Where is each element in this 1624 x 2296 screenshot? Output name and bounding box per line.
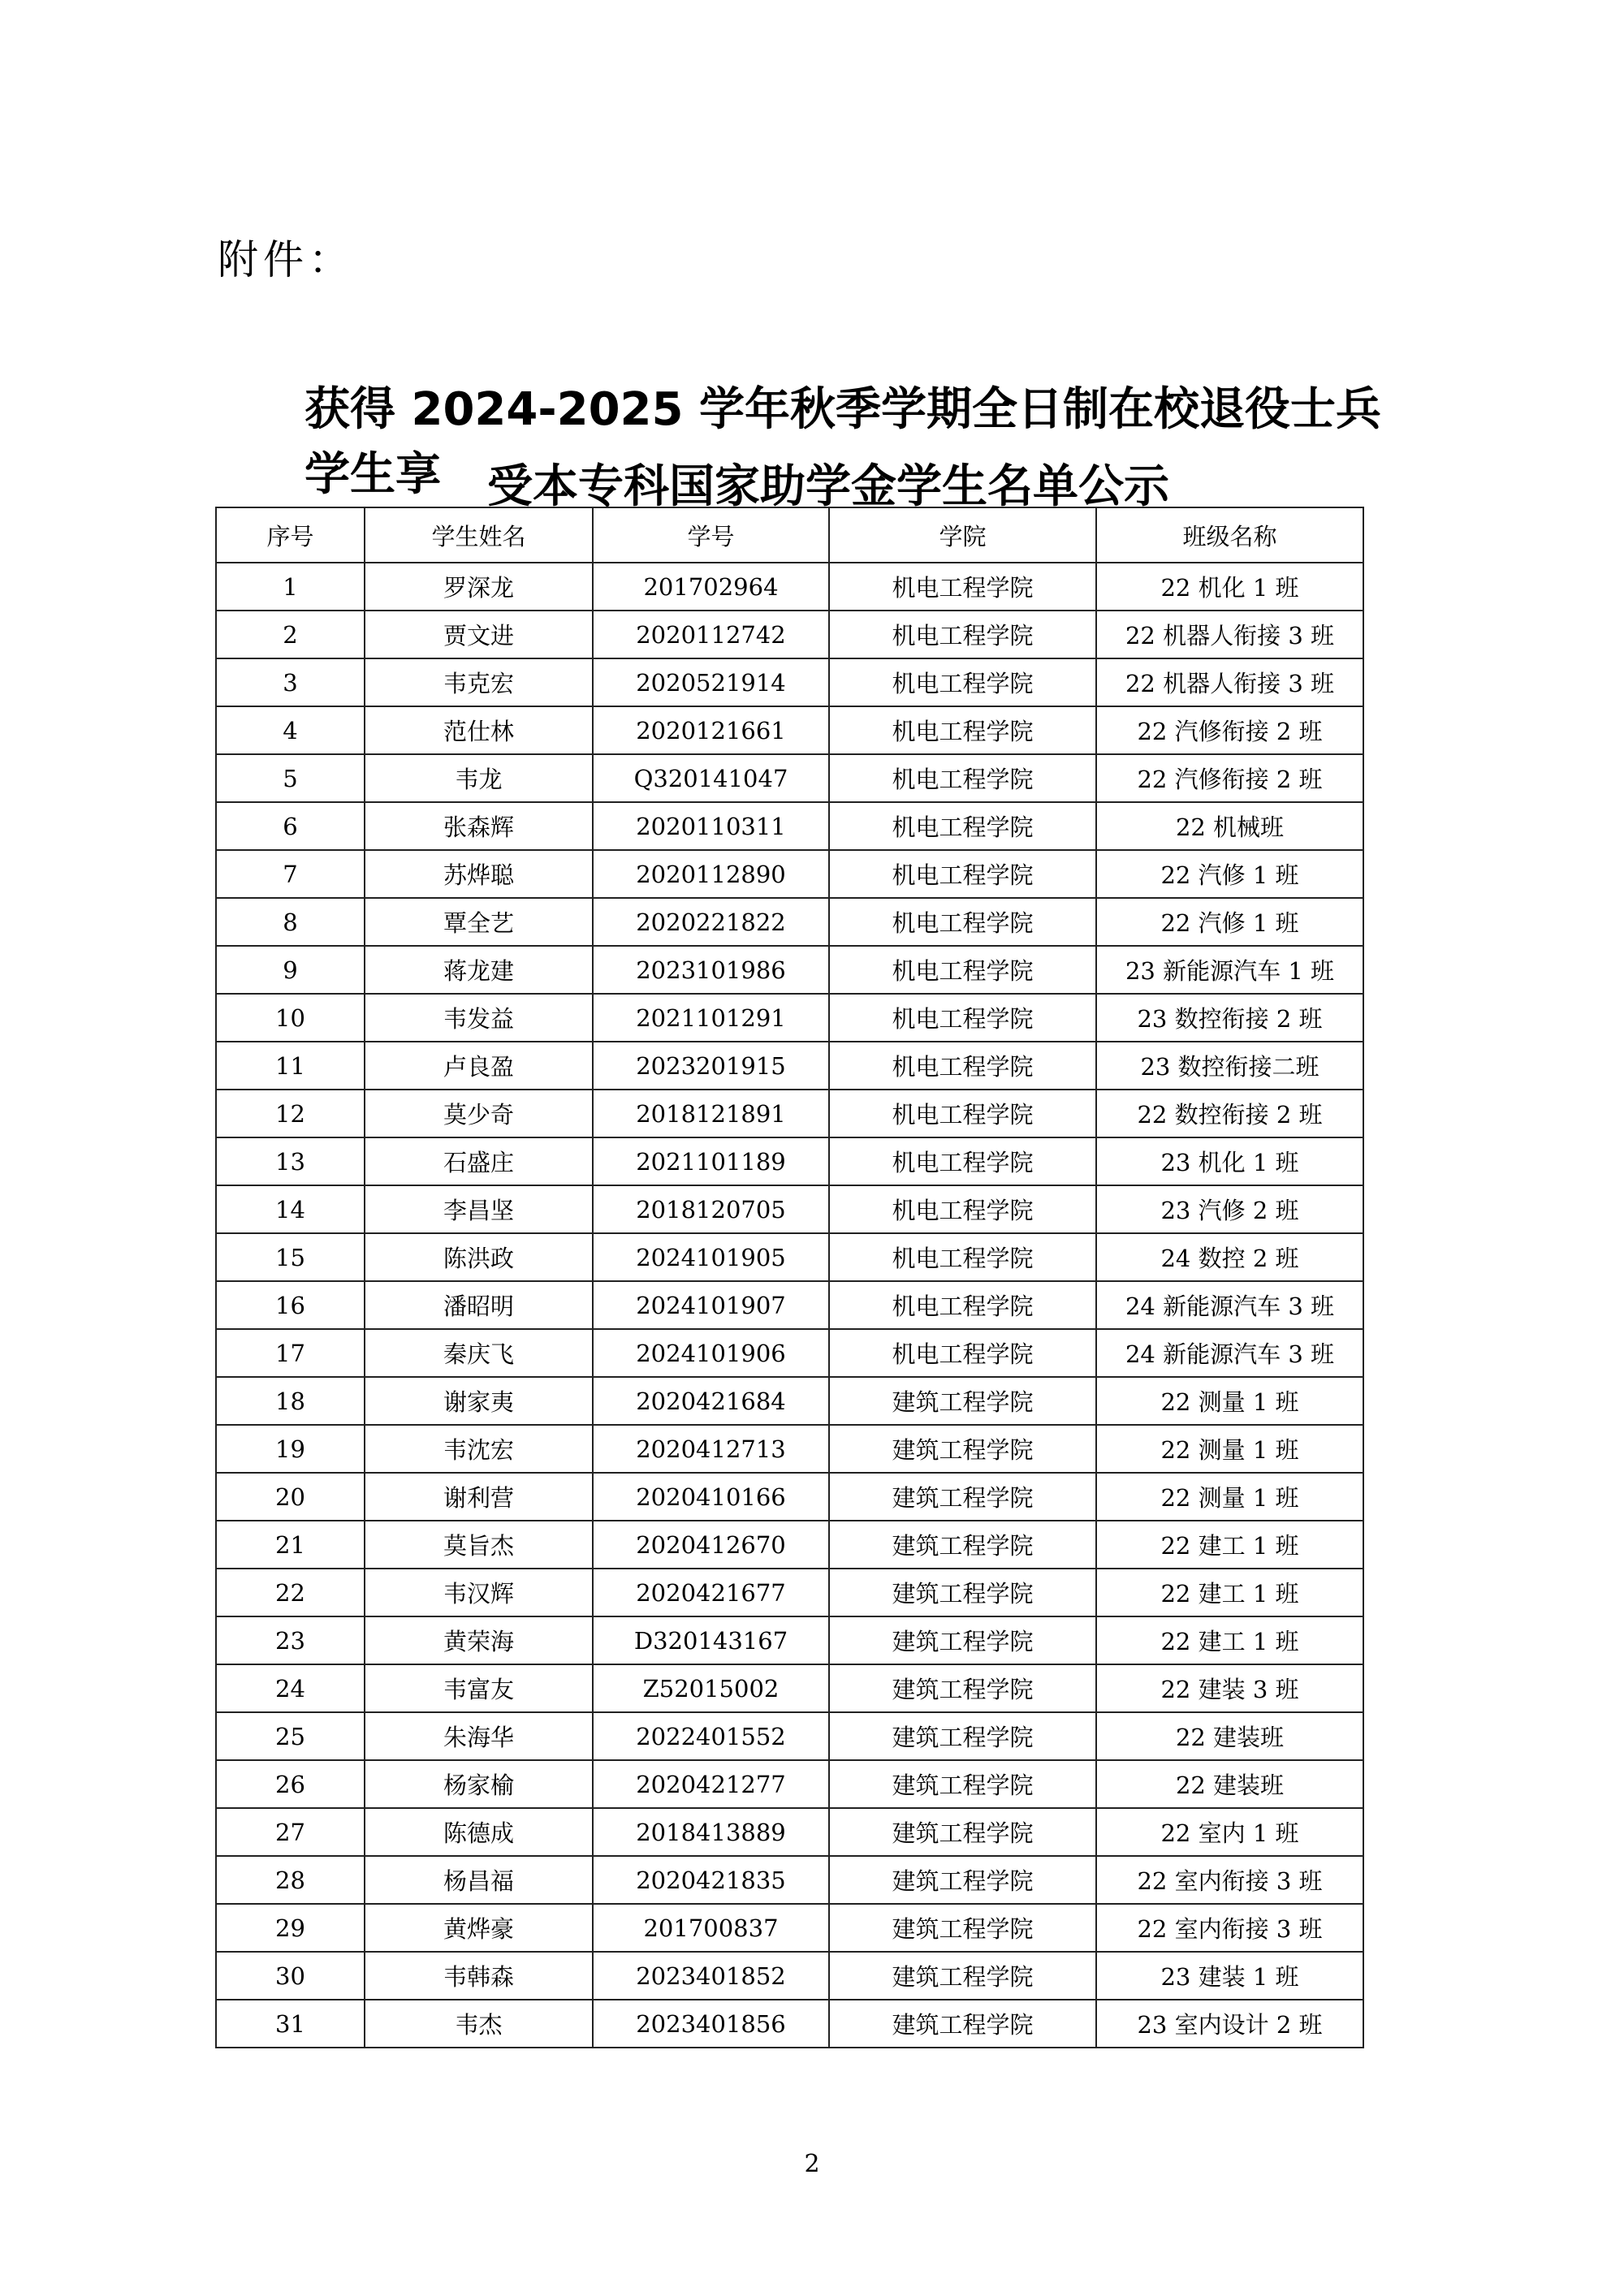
cell-name: 杨家榆 xyxy=(365,1760,593,1808)
cell-class: 23 室内设计 2 班 xyxy=(1096,2000,1363,2048)
cell-class: 22 测量 1 班 xyxy=(1096,1377,1363,1425)
cell-class: 23 新能源汽车 1 班 xyxy=(1096,946,1363,994)
table-row xyxy=(216,1808,1363,1856)
cell-college: 建筑工程学院 xyxy=(829,1760,1096,1808)
cell-class: 22 测量 1 班 xyxy=(1096,1473,1363,1521)
cell-index: 30 xyxy=(216,1952,365,2000)
cell-index: 21 xyxy=(216,1521,365,1569)
cell-index: 24 xyxy=(216,1664,365,1712)
table-row xyxy=(216,1425,1363,1473)
table-row xyxy=(216,1473,1363,1521)
cell-class: 23 数控衔接二班 xyxy=(1096,1042,1363,1090)
table-row xyxy=(216,754,1363,802)
cell-college: 机电工程学院 xyxy=(829,1281,1096,1329)
cell-name: 杨昌福 xyxy=(365,1856,593,1904)
table-row xyxy=(216,1233,1363,1281)
cell-class: 22 机化 1 班 xyxy=(1096,563,1363,611)
cell-name: 贾文进 xyxy=(365,611,593,658)
cell-college: 机电工程学院 xyxy=(829,994,1096,1042)
table-row xyxy=(216,611,1363,658)
cell-class: 22 汽修 1 班 xyxy=(1096,850,1363,898)
cell-index: 18 xyxy=(216,1377,365,1425)
cell-index: 10 xyxy=(216,994,365,1042)
cell-name: 苏烨聪 xyxy=(365,850,593,898)
table-row xyxy=(216,658,1363,706)
cell-college: 机电工程学院 xyxy=(829,898,1096,946)
cell-student-id: 2020221822 xyxy=(593,898,829,946)
cell-college: 机电工程学院 xyxy=(829,946,1096,994)
cell-index: 25 xyxy=(216,1712,365,1760)
cell-name: 卢良盈 xyxy=(365,1042,593,1090)
table-row xyxy=(216,1377,1363,1425)
cell-student-id: 201702964 xyxy=(593,563,829,611)
cell-index: 22 xyxy=(216,1569,365,1616)
cell-student-id: Q320141047 xyxy=(593,754,829,802)
cell-name: 李昌坚 xyxy=(365,1185,593,1233)
cell-name: 莫旨杰 xyxy=(365,1521,593,1569)
cell-name: 范仕林 xyxy=(365,706,593,754)
cell-class: 22 汽修 1 班 xyxy=(1096,898,1363,946)
cell-student-id: 2021101189 xyxy=(593,1137,829,1185)
cell-student-id: 2021101291 xyxy=(593,994,829,1042)
cell-name: 韦克宏 xyxy=(365,658,593,706)
header-index: 序号 xyxy=(216,507,365,563)
cell-college: 机电工程学院 xyxy=(829,658,1096,706)
cell-student-id: 2020421684 xyxy=(593,1377,829,1425)
cell-class: 22 测量 1 班 xyxy=(1096,1425,1363,1473)
cell-college: 机电工程学院 xyxy=(829,611,1096,658)
cell-name: 陈德成 xyxy=(365,1808,593,1856)
cell-name: 朱海华 xyxy=(365,1712,593,1760)
cell-index: 13 xyxy=(216,1137,365,1185)
cell-index: 9 xyxy=(216,946,365,994)
table-row xyxy=(216,563,1363,611)
cell-student-id: 2018120705 xyxy=(593,1185,829,1233)
cell-class: 22 机器人衔接 3 班 xyxy=(1096,611,1363,658)
cell-student-id: D320143167 xyxy=(593,1616,829,1664)
student-list-table xyxy=(215,507,1364,2048)
cell-college: 机电工程学院 xyxy=(829,1185,1096,1233)
table-row xyxy=(216,1521,1363,1569)
cell-class: 22 建装班 xyxy=(1096,1712,1363,1760)
cell-class: 22 建装班 xyxy=(1096,1760,1363,1808)
cell-college: 机电工程学院 xyxy=(829,563,1096,611)
cell-name: 覃全艺 xyxy=(365,898,593,946)
cell-college: 建筑工程学院 xyxy=(829,2000,1096,2048)
cell-class: 22 室内衔接 3 班 xyxy=(1096,1856,1363,1904)
cell-name: 韦发益 xyxy=(365,994,593,1042)
cell-college: 机电工程学院 xyxy=(829,1329,1096,1377)
cell-name: 罗深龙 xyxy=(365,563,593,611)
cell-student-id: 2020421835 xyxy=(593,1856,829,1904)
cell-student-id: 2018413889 xyxy=(593,1808,829,1856)
table-header-row xyxy=(216,507,1363,563)
cell-student-id: 2020410166 xyxy=(593,1473,829,1521)
cell-college: 建筑工程学院 xyxy=(829,1712,1096,1760)
cell-index: 28 xyxy=(216,1856,365,1904)
cell-college: 建筑工程学院 xyxy=(829,1569,1096,1616)
cell-class: 22 建工 1 班 xyxy=(1096,1521,1363,1569)
table-row xyxy=(216,1329,1363,1377)
cell-index: 5 xyxy=(216,754,365,802)
cell-name: 韦杰 xyxy=(365,2000,593,2048)
header-name: 学生姓名 xyxy=(365,507,593,563)
table-row xyxy=(216,850,1363,898)
cell-college: 建筑工程学院 xyxy=(829,1904,1096,1952)
cell-student-id: 2023101986 xyxy=(593,946,829,994)
table-row xyxy=(216,898,1363,946)
cell-student-id: 2020521914 xyxy=(593,658,829,706)
cell-college: 建筑工程学院 xyxy=(829,1616,1096,1664)
cell-index: 7 xyxy=(216,850,365,898)
cell-student-id: 2023201915 xyxy=(593,1042,829,1090)
cell-name: 韦汉辉 xyxy=(365,1569,593,1616)
cell-name: 石盛庄 xyxy=(365,1137,593,1185)
table-row xyxy=(216,2000,1363,2048)
table-row xyxy=(216,1760,1363,1808)
cell-college: 机电工程学院 xyxy=(829,850,1096,898)
cell-student-id: 201700837 xyxy=(593,1904,829,1952)
table-row xyxy=(216,1616,1363,1664)
cell-student-id: 2023401856 xyxy=(593,2000,829,2048)
cell-college: 机电工程学院 xyxy=(829,1137,1096,1185)
cell-class: 23 数控衔接 2 班 xyxy=(1096,994,1363,1042)
cell-student-id: 2020421677 xyxy=(593,1569,829,1616)
cell-class: 22 汽修衔接 2 班 xyxy=(1096,706,1363,754)
cell-index: 6 xyxy=(216,802,365,850)
table-row xyxy=(216,1664,1363,1712)
cell-index: 31 xyxy=(216,2000,365,2048)
cell-college: 建筑工程学院 xyxy=(829,1856,1096,1904)
cell-class: 22 机械班 xyxy=(1096,802,1363,850)
cell-college: 机电工程学院 xyxy=(829,754,1096,802)
cell-class: 22 建工 1 班 xyxy=(1096,1616,1363,1664)
table-row xyxy=(216,1185,1363,1233)
cell-class: 24 新能源汽车 3 班 xyxy=(1096,1281,1363,1329)
cell-name: 张森辉 xyxy=(365,802,593,850)
cell-class: 22 建工 1 班 xyxy=(1096,1569,1363,1616)
cell-name: 蒋龙建 xyxy=(365,946,593,994)
table-row xyxy=(216,1090,1363,1137)
cell-student-id: 2020121661 xyxy=(593,706,829,754)
cell-index: 14 xyxy=(216,1185,365,1233)
cell-student-id: Z52015002 xyxy=(593,1664,829,1712)
cell-name: 谢利营 xyxy=(365,1473,593,1521)
cell-class: 22 建装 3 班 xyxy=(1096,1664,1363,1712)
cell-college: 建筑工程学院 xyxy=(829,1952,1096,2000)
cell-college: 建筑工程学院 xyxy=(829,1425,1096,1473)
table-row xyxy=(216,1042,1363,1090)
table-row xyxy=(216,1137,1363,1185)
cell-name: 韦龙 xyxy=(365,754,593,802)
cell-name: 黄荣海 xyxy=(365,1616,593,1664)
cell-college: 机电工程学院 xyxy=(829,802,1096,850)
cell-index: 19 xyxy=(216,1425,365,1473)
table-row xyxy=(216,706,1363,754)
cell-student-id: 2024101907 xyxy=(593,1281,829,1329)
header-class: 班级名称 xyxy=(1096,507,1363,563)
cell-index: 3 xyxy=(216,658,365,706)
cell-name: 韦韩森 xyxy=(365,1952,593,2000)
cell-college: 建筑工程学院 xyxy=(829,1664,1096,1712)
cell-student-id: 2020412670 xyxy=(593,1521,829,1569)
cell-student-id: 2023401852 xyxy=(593,1952,829,2000)
page-title-line-1: 获得 2024-2025 学年秋季学期全日制在校退役士兵学生享 xyxy=(304,383,1381,501)
cell-index: 29 xyxy=(216,1904,365,1952)
cell-index: 1 xyxy=(216,563,365,611)
cell-student-id: 2020112742 xyxy=(593,611,829,658)
cell-class: 22 室内衔接 3 班 xyxy=(1096,1904,1363,1952)
cell-name: 韦富友 xyxy=(365,1664,593,1712)
cell-class: 22 数控衔接 2 班 xyxy=(1096,1090,1363,1137)
cell-student-id: 2022401552 xyxy=(593,1712,829,1760)
cell-index: 12 xyxy=(216,1090,365,1137)
cell-college: 机电工程学院 xyxy=(829,1090,1096,1137)
cell-index: 27 xyxy=(216,1808,365,1856)
cell-index: 2 xyxy=(216,611,365,658)
cell-college: 建筑工程学院 xyxy=(829,1808,1096,1856)
cell-class: 24 数控 2 班 xyxy=(1096,1233,1363,1281)
header-college: 学院 xyxy=(829,507,1096,563)
cell-name: 韦沈宏 xyxy=(365,1425,593,1473)
cell-name: 谢家夷 xyxy=(365,1377,593,1425)
cell-college: 建筑工程学院 xyxy=(829,1521,1096,1569)
table-row xyxy=(216,1712,1363,1760)
cell-name: 潘昭明 xyxy=(365,1281,593,1329)
cell-student-id: 2020112890 xyxy=(593,850,829,898)
cell-class: 24 新能源汽车 3 班 xyxy=(1096,1329,1363,1377)
cell-student-id: 2020421277 xyxy=(593,1760,829,1808)
cell-college: 建筑工程学院 xyxy=(829,1473,1096,1521)
cell-college: 建筑工程学院 xyxy=(829,1377,1096,1425)
page-number: 2 xyxy=(804,2150,820,2178)
table-row xyxy=(216,1904,1363,1952)
table-row xyxy=(216,1569,1363,1616)
table-row xyxy=(216,1281,1363,1329)
cell-index: 4 xyxy=(216,706,365,754)
cell-class: 22 室内 1 班 xyxy=(1096,1808,1363,1856)
cell-name: 黄烨豪 xyxy=(365,1904,593,1952)
cell-class: 23 机化 1 班 xyxy=(1096,1137,1363,1185)
cell-student-id: 2020110311 xyxy=(593,802,829,850)
cell-college: 机电工程学院 xyxy=(829,1042,1096,1090)
cell-index: 23 xyxy=(216,1616,365,1664)
table-row xyxy=(216,1856,1363,1904)
cell-class: 22 汽修衔接 2 班 xyxy=(1096,754,1363,802)
cell-student-id: 2018121891 xyxy=(593,1090,829,1137)
cell-index: 11 xyxy=(216,1042,365,1090)
cell-college: 机电工程学院 xyxy=(829,1233,1096,1281)
cell-name: 陈洪政 xyxy=(365,1233,593,1281)
table-row xyxy=(216,946,1363,994)
cell-student-id: 2020412713 xyxy=(593,1425,829,1473)
cell-index: 8 xyxy=(216,898,365,946)
cell-index: 20 xyxy=(216,1473,365,1521)
table-body xyxy=(216,563,1363,2048)
cell-college: 机电工程学院 xyxy=(829,706,1096,754)
cell-index: 26 xyxy=(216,1760,365,1808)
table-row xyxy=(216,802,1363,850)
page-title-line-2: 受本专科国家助学金学生名单公示 xyxy=(487,460,1169,513)
table-row xyxy=(216,1952,1363,2000)
cell-class: 23 汽修 2 班 xyxy=(1096,1185,1363,1233)
cell-student-id: 2024101905 xyxy=(593,1233,829,1281)
cell-index: 17 xyxy=(216,1329,365,1377)
cell-index: 16 xyxy=(216,1281,365,1329)
cell-index: 15 xyxy=(216,1233,365,1281)
cell-class: 22 机器人衔接 3 班 xyxy=(1096,658,1363,706)
cell-class: 23 建装 1 班 xyxy=(1096,1952,1363,2000)
table-row xyxy=(216,994,1363,1042)
header-student-id: 学号 xyxy=(593,507,829,563)
cell-name: 莫少奇 xyxy=(365,1090,593,1137)
cell-student-id: 2024101906 xyxy=(593,1329,829,1377)
attachment-label: 附件： xyxy=(218,236,354,283)
cell-name: 秦庆飞 xyxy=(365,1329,593,1377)
